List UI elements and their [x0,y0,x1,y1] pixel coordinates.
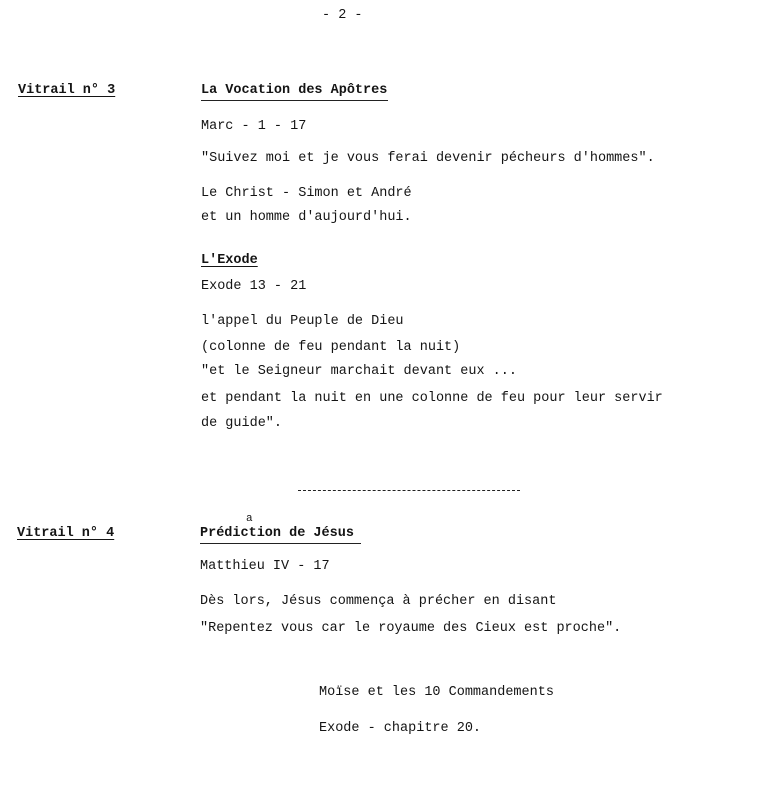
text-line: et pendant la nuit en une colonne de feu pour leur servir [201,391,663,406]
title-exode: L'Exode [201,253,258,268]
reference-marc: Marc - 1 - 17 [201,119,307,134]
section-label-vitrail-4: Vitrail n° 4 [17,526,115,541]
title-prediction-jesus: Prédiction de Jésus [200,526,354,541]
footer-line-moise: Moïse et les 10 Commandements [319,685,554,700]
section-divider [298,490,520,491]
text-line: "Repentez vous car le royaume des Cieux est proche". [200,621,622,636]
footer-line-exode: Exode - chapitre 20. [319,721,482,736]
quote-suivez-moi: "Suivez moi et je vous ferai devenir pécheurs d'hommes". [201,151,655,166]
title-underline [200,543,361,544]
section-label-vitrail-3: Vitrail n° 3 [18,83,116,98]
title-correction-mark: a [246,513,253,525]
text-line: (colonne de feu pendant la nuit) [201,340,461,355]
text-line: Le Christ - Simon et André [201,186,412,201]
text-line: l'appel du Peuple de Dieu [201,314,404,329]
title-vocation-apotres: La Vocation des Apôtres [201,83,388,98]
text-line: et un homme d'aujourd'hui. [201,210,412,225]
title-underline [201,100,388,101]
text-line: Dès lors, Jésus commença à précher en disant [200,594,557,609]
text-line: "et le Seigneur marchait devant eux ... [201,364,517,379]
reference-matthieu: Matthieu IV - 17 [200,559,330,574]
reference-exode: Exode 13 - 21 [201,279,307,294]
page-number: - 2 - [322,8,363,23]
text-line: de guide". [201,416,283,431]
